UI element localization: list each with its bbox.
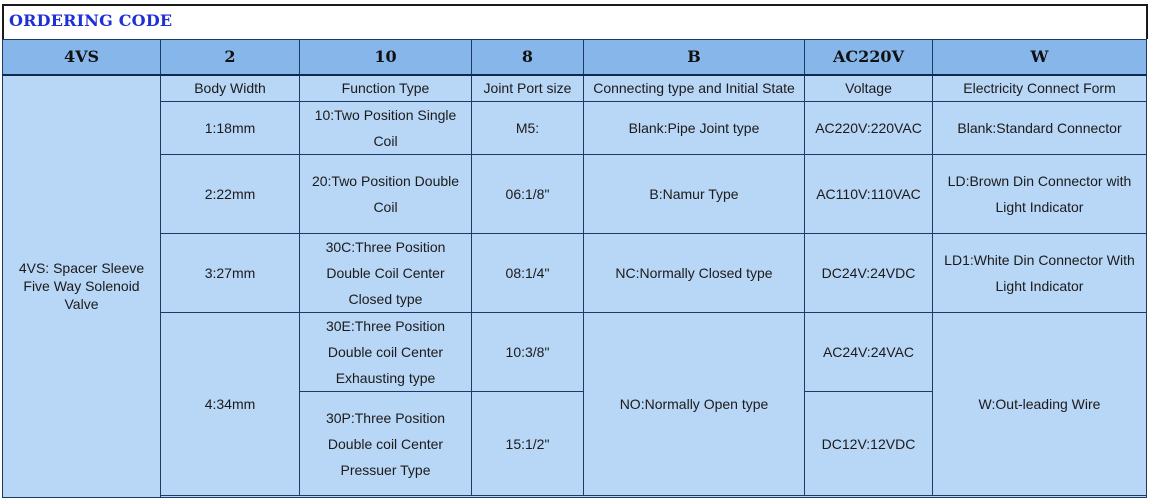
voltage-cell: DC12V:12VDC (805, 392, 933, 496)
body-width-cell: 3:27mm (161, 234, 300, 313)
header-voltage: Voltage (805, 75, 933, 102)
code-cell-voltage: AC220V (805, 40, 933, 75)
code-row (3, 40, 1147, 75)
connecting-type-cell: NO:Normally Open type (584, 313, 805, 496)
header-connecting-type: Connecting type and Initial State (584, 75, 805, 102)
code-cell-connect-form: W (933, 40, 1147, 75)
connecting-type-cell: Blank:Pipe Joint type (584, 102, 805, 155)
voltage-cell: AC24V:24VAC (805, 313, 933, 392)
code-cell-port-size: 8 (472, 40, 584, 75)
header-port-size: Joint Port size (472, 75, 584, 102)
connect-form-cell: Blank:Standard Connector (933, 102, 1147, 155)
header-function-type: Function Type (300, 75, 472, 102)
port-size-cell: M5: (472, 102, 584, 155)
connect-form-cell: W:Out-leading Wire (933, 313, 1147, 496)
body-width-cell: 1:18mm (161, 102, 300, 155)
title-bar (2, 4, 1148, 39)
table-row (3, 102, 1147, 155)
code-cell-body-width: 2 (161, 40, 300, 75)
table-row (3, 234, 1147, 313)
function-type-cell: 30P:Three Position Double coil Center Pressuer Type (300, 392, 472, 496)
voltage-cell: AC220V:220VAC (805, 102, 933, 155)
header-connect-form: Electricity Connect Form (933, 75, 1147, 102)
connecting-type-cell: NC:Normally Closed type (584, 234, 805, 313)
function-type-cell: 20:Two Position Double Coil (300, 155, 472, 234)
connecting-type-cell: B:Namur Type (584, 155, 805, 234)
header-row (3, 75, 1147, 102)
header-body-width: Body Width (161, 75, 300, 102)
voltage-cell: AC110V:110VAC (805, 155, 933, 234)
code-cell-function-type: 10 (300, 40, 472, 75)
port-size-cell: 06:1/8" (472, 155, 584, 234)
body-width-cell: 2:22mm (161, 155, 300, 234)
function-type-cell: 10:Two Position Single Coil (300, 102, 472, 155)
port-size-cell: 10:3/8" (472, 313, 584, 392)
connect-form-cell: LD:Brown Din Connector with Light Indicator (933, 155, 1147, 234)
connect-form-cell: LD1:White Din Connector With Light Indicator (933, 234, 1147, 313)
table-row (3, 155, 1147, 234)
table-spacer-row (3, 496, 1147, 498)
body-width-cell: 4:34mm (161, 313, 300, 496)
port-size-cell: 15:1/2" (472, 392, 584, 496)
voltage-cell: DC24V:24VDC (805, 234, 933, 313)
code-cell-series: 4VS (3, 40, 161, 75)
ordering-code-table (2, 39, 1147, 498)
ordering-code-sheet (2, 4, 1146, 498)
function-type-cell: 30C:Three Position Double Coil Center Closed type (300, 234, 472, 313)
port-size-cell: 08:1/4" (472, 234, 584, 313)
page-title: ORDERING CODE (9, 11, 173, 30)
series-description: 4VS: Spacer Sleeve Five Way Solenoid Valve (3, 75, 161, 498)
table-row (3, 313, 1147, 392)
function-type-cell: 30E:Three Position Double coil Center Exhausting type (300, 313, 472, 392)
code-cell-connecting-type: B (584, 40, 805, 75)
